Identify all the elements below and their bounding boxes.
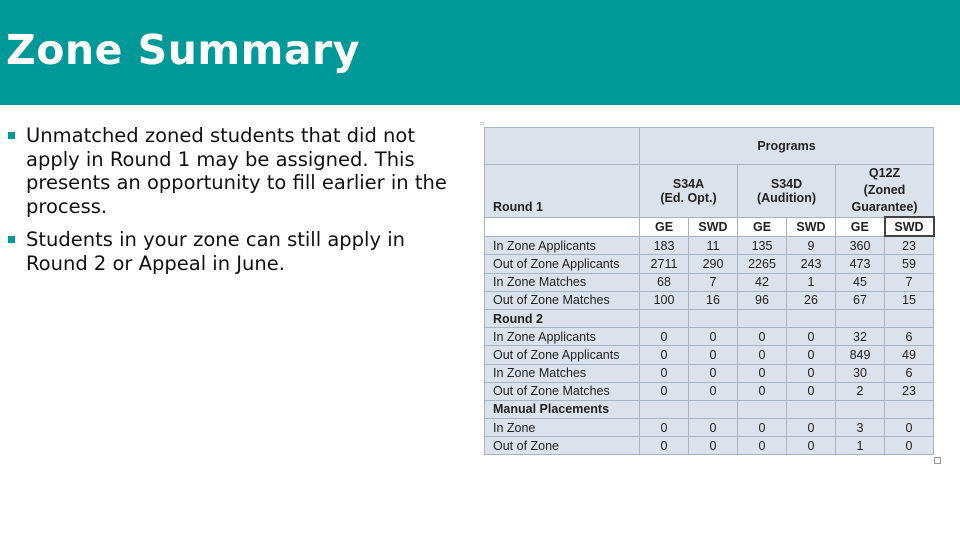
image-handle-icon: ▫ bbox=[480, 120, 485, 127]
value-cell: 59 bbox=[885, 255, 934, 273]
bullet-text: Unmatched zoned students that did not apply in Round 1 may be assigned. This presents an opportunity to fill earlier in the process. bbox=[26, 124, 447, 218]
value-cell: 0 bbox=[689, 419, 738, 437]
program-header bbox=[738, 165, 836, 218]
value-cell: 15 bbox=[885, 291, 934, 309]
row-label: Out of Zone bbox=[485, 437, 640, 455]
section-blank-cell bbox=[738, 309, 787, 327]
section-blank-cell bbox=[640, 309, 689, 327]
value-cell: 2265 bbox=[738, 255, 787, 273]
section-row bbox=[485, 400, 934, 418]
value-cell: 96 bbox=[738, 291, 787, 309]
value-cell: 0 bbox=[738, 364, 787, 382]
value-cell: 0 bbox=[787, 346, 836, 364]
value-cell: 0 bbox=[689, 437, 738, 455]
table-row bbox=[485, 419, 934, 437]
subheader-cell: SWD bbox=[689, 217, 738, 236]
value-cell: 0 bbox=[787, 364, 836, 382]
value-cell: 360 bbox=[836, 236, 885, 255]
section-blank-cell bbox=[836, 400, 885, 418]
square-bullet-icon bbox=[8, 132, 15, 139]
subheader-cell: GE bbox=[640, 217, 689, 236]
zone-summary-table bbox=[484, 127, 935, 455]
value-cell: 0 bbox=[640, 382, 689, 400]
value-cell: 26 bbox=[787, 291, 836, 309]
value-cell: 6 bbox=[885, 328, 934, 346]
table-row bbox=[485, 346, 934, 364]
value-cell: 0 bbox=[689, 346, 738, 364]
value-cell: 0 bbox=[640, 346, 689, 364]
value-cell: 32 bbox=[836, 328, 885, 346]
value-cell: 0 bbox=[787, 382, 836, 400]
value-cell: 849 bbox=[836, 346, 885, 364]
table-row bbox=[485, 255, 934, 273]
table-row bbox=[485, 437, 934, 455]
value-cell: 0 bbox=[738, 346, 787, 364]
program-header bbox=[640, 165, 738, 218]
value-cell: 243 bbox=[787, 255, 836, 273]
value-cell: 23 bbox=[885, 236, 934, 255]
value-cell: 0 bbox=[689, 382, 738, 400]
value-cell: 0 bbox=[787, 437, 836, 455]
subheader-cell: GE bbox=[738, 217, 787, 236]
table-corner-cell bbox=[485, 128, 640, 165]
value-cell: 0 bbox=[885, 419, 934, 437]
program-code: S34D bbox=[770, 176, 803, 191]
value-cell: 23 bbox=[885, 382, 934, 400]
resize-handle-icon bbox=[934, 457, 941, 464]
value-cell: 0 bbox=[738, 437, 787, 455]
row-label: Out of Zone Matches bbox=[485, 291, 640, 309]
round1-header: Round 1 bbox=[485, 165, 640, 218]
table-row bbox=[485, 236, 934, 255]
bullet-text: Students in your zone can still apply in Round 2 or Appeal in June. bbox=[26, 228, 405, 275]
bullet-list bbox=[8, 124, 468, 285]
row-label: Out of Zone Matches bbox=[485, 382, 640, 400]
row-label: Out of Zone Applicants bbox=[485, 255, 640, 273]
value-cell: 7 bbox=[689, 273, 738, 291]
section-blank-cell bbox=[787, 309, 836, 327]
value-cell: 135 bbox=[738, 236, 787, 255]
value-cell: 1 bbox=[836, 437, 885, 455]
section-blank-cell bbox=[885, 309, 934, 327]
value-cell: 290 bbox=[689, 255, 738, 273]
table-row bbox=[485, 291, 934, 309]
row-label: In Zone Applicants bbox=[485, 236, 640, 255]
zone-summary-table-wrap bbox=[484, 127, 935, 455]
value-cell: 473 bbox=[836, 255, 885, 273]
value-cell: 68 bbox=[640, 273, 689, 291]
row-label: In Zone Applicants bbox=[485, 328, 640, 346]
value-cell: 67 bbox=[836, 291, 885, 309]
value-cell: 0 bbox=[885, 437, 934, 455]
value-cell: 2711 bbox=[640, 255, 689, 273]
value-cell: 0 bbox=[689, 364, 738, 382]
value-cell: 0 bbox=[738, 419, 787, 437]
value-cell: 30 bbox=[836, 364, 885, 382]
value-cell: 0 bbox=[787, 419, 836, 437]
square-bullet-icon bbox=[8, 236, 15, 243]
value-cell: 9 bbox=[787, 236, 836, 255]
value-cell: 0 bbox=[640, 419, 689, 437]
program-header: Q12Z (Zoned Guarantee) bbox=[836, 165, 934, 218]
value-cell: 0 bbox=[738, 382, 787, 400]
section-header: Manual Placements bbox=[485, 400, 640, 418]
value-cell: 0 bbox=[738, 328, 787, 346]
program-subtitle: (Audition) bbox=[756, 190, 816, 205]
section-header: Round 2 bbox=[485, 309, 640, 327]
value-cell: 6 bbox=[885, 364, 934, 382]
value-cell: 1 bbox=[787, 273, 836, 291]
value-cell: 0 bbox=[787, 328, 836, 346]
value-cell: 0 bbox=[640, 364, 689, 382]
subheader-blank bbox=[485, 217, 640, 236]
slide-title: Zone Summary bbox=[6, 26, 360, 74]
value-cell: 16 bbox=[689, 291, 738, 309]
table-row bbox=[485, 328, 934, 346]
value-cell: 45 bbox=[836, 273, 885, 291]
program-code: S34A bbox=[672, 176, 705, 191]
value-cell: 183 bbox=[640, 236, 689, 255]
value-cell: 7 bbox=[885, 273, 934, 291]
bullet-item bbox=[8, 228, 468, 275]
value-cell: 42 bbox=[738, 273, 787, 291]
row-label: In Zone Matches bbox=[485, 273, 640, 291]
subheader-cell: SWD bbox=[885, 217, 934, 236]
value-cell: 0 bbox=[640, 437, 689, 455]
value-cell: 49 bbox=[885, 346, 934, 364]
section-blank-cell bbox=[738, 400, 787, 418]
program-code: Q12Z bbox=[868, 166, 901, 180]
bullet-item bbox=[8, 124, 468, 218]
value-cell: 0 bbox=[640, 328, 689, 346]
value-cell: 0 bbox=[689, 328, 738, 346]
section-blank-cell bbox=[640, 400, 689, 418]
title-bar bbox=[0, 0, 960, 105]
row-label: In Zone bbox=[485, 419, 640, 437]
subheader-cell: GE bbox=[836, 217, 885, 236]
value-cell: 3 bbox=[836, 419, 885, 437]
program-subtitle: (Ed. Opt.) bbox=[660, 190, 717, 205]
value-cell: 100 bbox=[640, 291, 689, 309]
section-blank-cell bbox=[689, 309, 738, 327]
value-cell: 2 bbox=[836, 382, 885, 400]
table-row bbox=[485, 364, 934, 382]
table-row bbox=[485, 273, 934, 291]
section-row bbox=[485, 309, 934, 327]
value-cell: 11 bbox=[689, 236, 738, 255]
subheader-cell: SWD bbox=[787, 217, 836, 236]
section-blank-cell bbox=[787, 400, 836, 418]
programs-header: Programs bbox=[640, 128, 934, 165]
section-blank-cell bbox=[885, 400, 934, 418]
row-label: In Zone Matches bbox=[485, 364, 640, 382]
row-label: Out of Zone Applicants bbox=[485, 346, 640, 364]
section-blank-cell bbox=[689, 400, 738, 418]
table-row bbox=[485, 382, 934, 400]
section-blank-cell bbox=[836, 309, 885, 327]
